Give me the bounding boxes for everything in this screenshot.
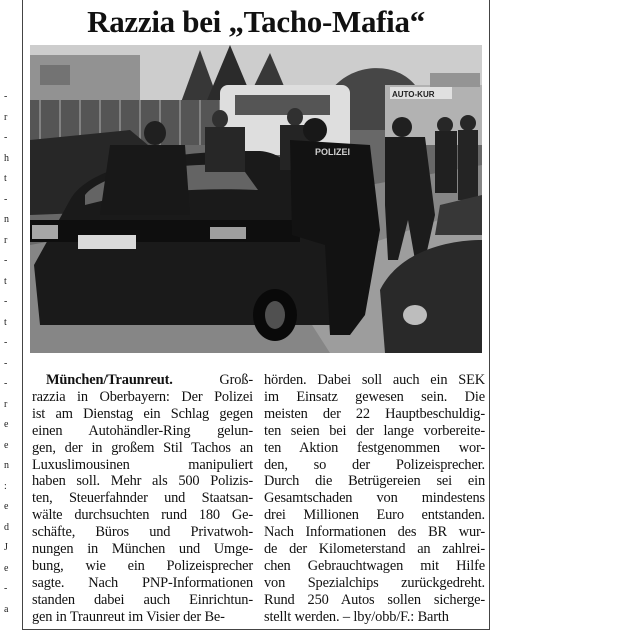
margin-glyph: e: [4, 562, 9, 574]
margin-glyph: r: [4, 111, 8, 123]
margin-glyph: d: [4, 521, 9, 533]
line-text: chen Gebrauchtwagen mit Hilfe: [264, 557, 485, 574]
line-text: Durch die Betrügereien sei ein: [264, 473, 485, 490]
line-text: bung, wie ein Polizeisprecher: [32, 557, 253, 574]
margin-glyph: n: [4, 460, 9, 471]
margin-glyph: -: [4, 132, 8, 143]
margin-glyph: r: [4, 234, 8, 246]
text-line: [264, 575, 485, 592]
text-line: [264, 507, 485, 524]
margin-glyph: -: [4, 193, 8, 205]
line-text: stellt werden. – lby/obb/F.: Barth: [264, 608, 449, 625]
text-line: [32, 507, 253, 524]
text-line: [32, 473, 253, 490]
line-text: Groß-: [172, 372, 253, 388]
left-margin-fragment: [0, 0, 16, 636]
line-text: von Spezialchips zurückgedreht.: [264, 574, 485, 591]
text-line: [264, 423, 485, 440]
margin-glyph: -: [4, 378, 8, 389]
text-line: [264, 592, 485, 609]
margin-glyph: t: [4, 173, 7, 184]
margin-glyph: t: [4, 275, 7, 287]
article-column-right: [264, 372, 485, 626]
text-line: [32, 524, 253, 541]
text-line: [32, 372, 253, 389]
line-text: de der Kilometerstand an zahlrei-: [264, 541, 485, 558]
margin-glyph: h: [4, 152, 9, 164]
text-line: [264, 524, 485, 541]
line-text: einen Autohändler-Ring gelun-: [32, 422, 253, 439]
line-text: nungen in München und Umge-: [32, 541, 253, 558]
margin-glyph: -: [4, 296, 8, 307]
line-text: schäfte, Büros und Privatwoh-: [32, 524, 253, 541]
text-line: [264, 490, 485, 507]
text-line: [264, 473, 485, 490]
margin-glyph: e: [4, 501, 9, 512]
text-line: [32, 440, 253, 457]
line-text: den, so der Polizeisprecher.: [264, 456, 485, 473]
margin-glyph: -: [4, 255, 8, 266]
line-text: ten seien bei der lange vorbereite-: [264, 422, 485, 439]
line-text: meisten der 22 Hauptbeschuldig-: [264, 405, 485, 422]
margin-glyph: J: [4, 542, 8, 553]
line-text: standen dabei auch Einrichtun-: [32, 591, 253, 608]
margin-glyph: -: [4, 583, 8, 594]
line-text: drei Millionen Euro entstanden.: [264, 507, 485, 524]
news-photo: [30, 45, 482, 353]
line-text: Gesamtschaden von mindestens: [264, 490, 485, 507]
line-text: ten Aktion festgenommen wor-: [264, 439, 485, 456]
line-text: gen in Traunreut im Visier der Be-: [32, 608, 225, 625]
article-column-left: [32, 372, 253, 626]
line-text: Luxuslimousinen manipuliert: [32, 456, 253, 473]
line-text: ist am Dienstag ein Schlag gegen: [32, 405, 253, 422]
text-line: [264, 558, 485, 575]
dateline: München/Traunreut.: [46, 372, 173, 388]
text-line: [32, 558, 253, 575]
text-line: [32, 541, 253, 558]
text-line: [264, 457, 485, 474]
text-line: [32, 609, 253, 626]
police-raid-photo: [30, 45, 482, 353]
line-text: wälte durchsuchten rund 180 Ge-: [32, 507, 253, 524]
text-line: [32, 389, 253, 406]
text-line: [264, 389, 485, 406]
margin-glyph: n: [4, 214, 9, 225]
line-text: hörden. Dabei soll auch ein SEK: [264, 372, 485, 388]
text-line: [264, 609, 485, 626]
police-vest-text: POLIZEI: [315, 147, 351, 157]
line-text: ten, Steuerfahnder und Staatsan-: [32, 490, 253, 507]
text-line: [264, 372, 485, 389]
margin-glyph: r: [4, 398, 8, 410]
margin-glyph: e: [4, 419, 9, 430]
text-line: [32, 457, 253, 474]
margin-glyph: e: [4, 439, 9, 451]
text-line: [32, 592, 253, 609]
text-line: [32, 423, 253, 440]
text-line: [32, 575, 253, 592]
line-text: im Einsatz gewesen sein. Die: [264, 388, 485, 405]
text-line: [264, 440, 485, 457]
headline: Razzia bei „Tacho-Mafia“: [87, 4, 425, 39]
line-text: gen, der in großem Stil Tachos an: [32, 439, 253, 456]
line-text: haben soll. Mehr als 500 Polizis-: [32, 473, 253, 490]
margin-glyph: -: [4, 91, 8, 102]
margin-glyph: t: [4, 316, 7, 328]
line-text: Nach Informationen des BR wur-: [264, 524, 485, 541]
text-line: [264, 541, 485, 558]
news-article: [22, 0, 490, 630]
line-text: Rund 250 Autos sollen sicherge-: [264, 591, 485, 608]
line-text: sagte. Nach PNP-Informationen: [32, 574, 253, 591]
shop-sign-text: AUTO-KUR: [392, 90, 435, 99]
margin-glyph: a: [4, 603, 9, 615]
text-line: [32, 490, 253, 507]
margin-glyph: -: [4, 357, 8, 369]
margin-glyph: :: [4, 480, 7, 492]
line-text: razzia in Oberbayern: Der Polizei: [32, 388, 253, 405]
text-line: [32, 406, 253, 423]
margin-glyph: -: [4, 337, 8, 348]
text-line: [264, 406, 485, 423]
